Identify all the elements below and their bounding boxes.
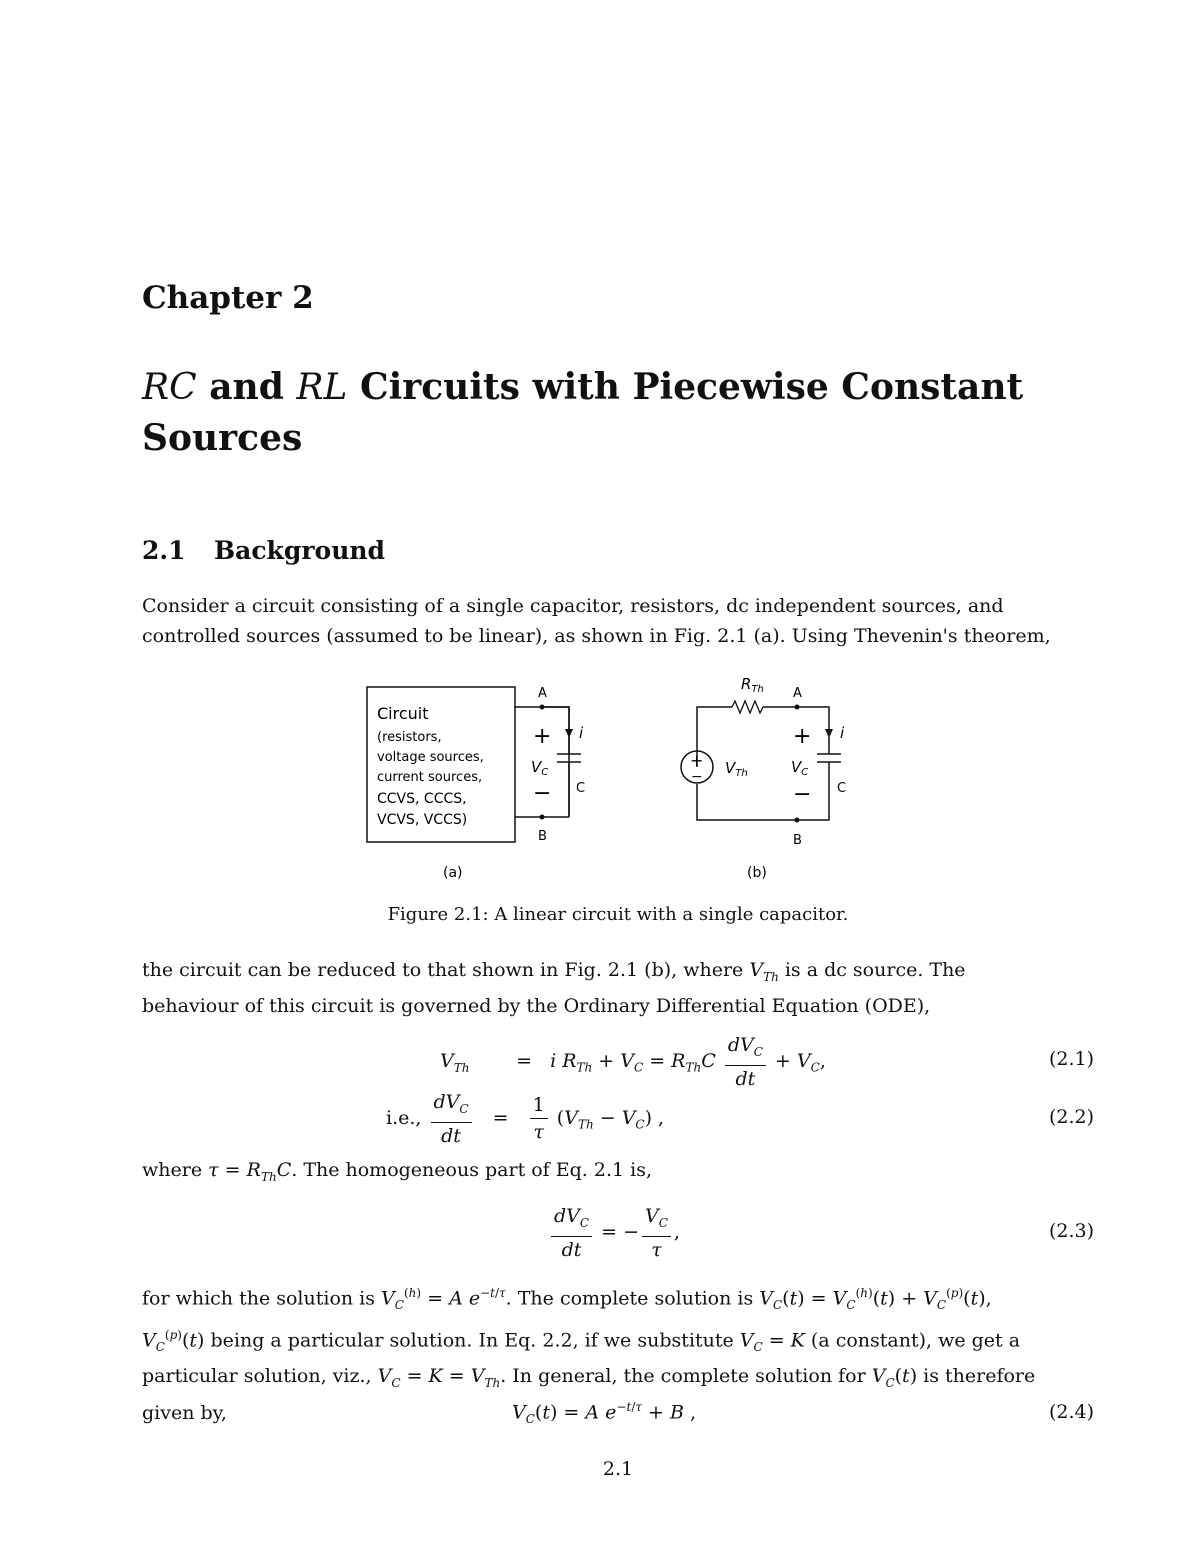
equation-2-2: i.e., $\frac{dV_C}{dt}$ = $\frac{1}{\tau}$ $(V_{Th} - V_C)$ , — [386, 1091, 665, 1147]
cap-label-a: C — [576, 781, 586, 796]
node-b-label: B — [538, 829, 547, 844]
chapter-title — [142, 362, 1102, 463]
paragraph-2-line-2: behaviour of this circuit is governed by the Ordinary Differential Equation (ODE), — [142, 995, 931, 1018]
equation-2-2-number: (2.2) — [1048, 1106, 1094, 1128]
title-rl: RL — [296, 367, 348, 408]
box-line-3: voltage sources, — [377, 750, 484, 765]
paragraph-1-line-2: controlled sources (assumed to be linear), as shown in Fig. 2.1 (a). Using Thevenin's theorem, — [142, 624, 1051, 647]
node-b-dot — [540, 815, 545, 820]
paragraph-1-line-1: Consider a circuit consisting of a single capacitor, resistors, dc independent sources, and — [142, 595, 1004, 617]
paragraph-3: where $\tau = R_{Th}C$. The homogeneous part of Eq. 2.1 is, — [142, 1159, 652, 1184]
equation-2-3-number: (2.3) — [1048, 1220, 1094, 1242]
chapter-heading: Chapter 2 — [142, 280, 314, 316]
plus-sign-a: + — [533, 724, 552, 749]
section-heading — [142, 536, 385, 565]
label-b: (b) — [747, 865, 767, 881]
circuit-figure — [340, 668, 880, 888]
source-plus: + — [690, 751, 704, 770]
equation-2-4-number: (2.4) — [1048, 1401, 1094, 1423]
current-label-a: i — [579, 724, 584, 742]
resistor-rth — [732, 701, 763, 713]
box-line-4: current sources, — [377, 770, 483, 785]
vth-label: $V_{Th}$ — [725, 759, 748, 779]
vc-label-a: $V_C$ — [531, 758, 549, 778]
box-line-5: CCVS, CCCS, — [377, 791, 467, 807]
title-and: and — [196, 366, 297, 408]
title-rc: RC — [142, 367, 197, 408]
paragraph-4-line-4: given by, — [142, 1401, 227, 1424]
node-a-dot-b — [795, 705, 800, 710]
paragraph-4-line-3: particular solution, viz., $V_C = K = V_{Th}$. In general, the complete solution for $V_C(t)$ is therefore — [142, 1365, 1036, 1391]
title-rest: Circuits with Piecewise Constant — [347, 366, 1024, 408]
equation-2-4: $V_C(t) = A$ $e^{-t/\tau} + B$ , — [512, 1400, 697, 1427]
node-b-label-b: B — [793, 833, 802, 848]
box-line-6: VCVS, VCCS) — [377, 812, 468, 828]
page-number: 2.1 — [602, 1458, 634, 1480]
cap-label-b: C — [837, 781, 847, 796]
equation-2-1-number: (2.1) — [1048, 1048, 1094, 1070]
minus-sign-a: − — [533, 781, 552, 806]
current-arrow-a — [565, 729, 573, 738]
title-rest-2: Sources — [142, 417, 303, 459]
current-arrow-b — [825, 729, 833, 738]
box-line-1: Circuit — [377, 704, 429, 723]
paragraph-2-line-1: the circuit can be reduced to that shown in Fig. 2.1 (b), where $V_{Th}$ is a dc source. The — [142, 959, 966, 984]
ie-prefix: i.e., — [386, 1106, 422, 1129]
current-label-b: i — [840, 724, 845, 742]
equation-2-1: $V_{Th} = i$ $R_{Th} + V_C = R_{Th}C$ $\frac{dV_C}{dt}$ + $V_C$, — [440, 1034, 826, 1090]
figure-caption: Figure 2.1: A linear circuit with a single capacitor. — [387, 904, 849, 925]
paragraph-2 — [142, 956, 1092, 1022]
box-line-2: (resistors, — [377, 730, 442, 745]
node-a-dot — [540, 705, 545, 710]
paragraph-1 — [142, 592, 1092, 651]
node-a-label: A — [538, 686, 547, 701]
node-b-dot-b — [795, 818, 800, 823]
equation-2-3: $\frac{dV_C}{dt}$ = − $\frac{V_C}{\tau}$ , — [548, 1204, 680, 1262]
vc-label-b: $V_C$ — [791, 758, 809, 778]
section-number: 2.1 — [142, 536, 186, 565]
plus-sign-b: + — [793, 724, 812, 749]
source-minus: − — [691, 769, 703, 785]
paragraph-4-line-1: for which the solution is $V_C^{(h)} = A$ $e^{-t/\tau}$. The complete solution is $V_C(t) = V_C^{(h)}(t) + V_C^{(p)}(t)$, — [142, 1286, 992, 1313]
minus-sign-b: − — [793, 782, 812, 807]
paragraph-4-line-2: $V_C^{(p)}(t)$ being a particular solution. In Eq. 2.2, if we substitute $V_C = K$ (a constant), we get a — [142, 1327, 1021, 1354]
section-title: Background — [214, 536, 386, 565]
node-a-label-b: A — [793, 686, 802, 701]
rth-label: $R_{Th}$ — [741, 675, 764, 695]
label-a: (a) — [443, 865, 463, 881]
